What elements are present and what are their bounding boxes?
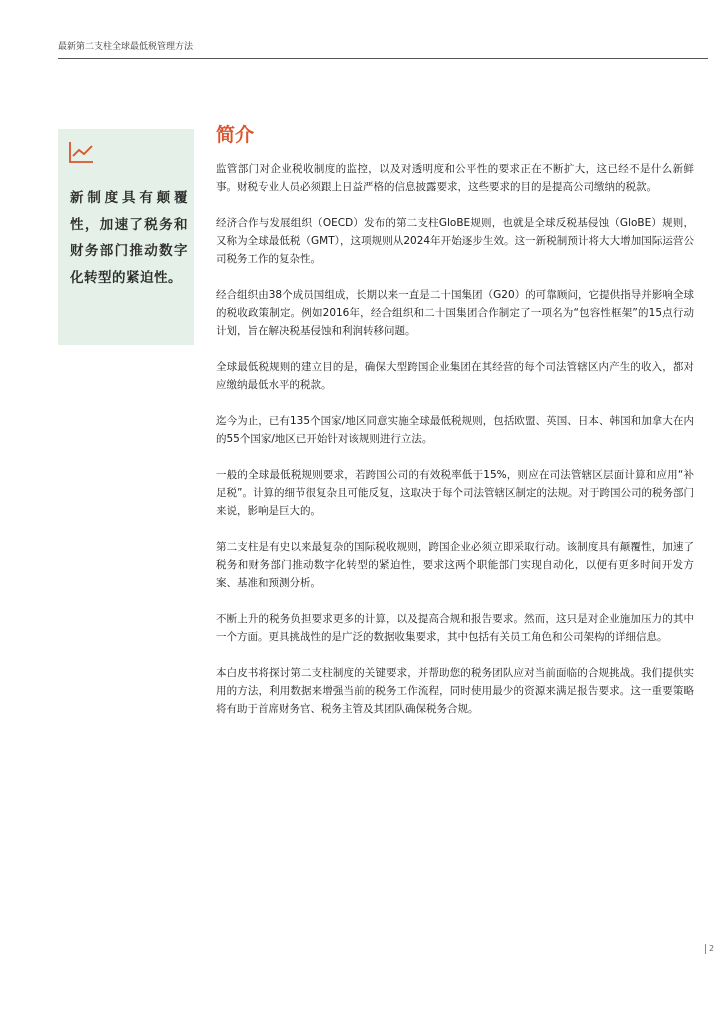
callout-text: 新制度具有颠覆性，加速了税务和财务部门推动数字化转型的紧迫性。 [70,190,188,286]
section-title: 简介 [216,124,255,146]
line-chart-icon [68,141,94,163]
paragraph: 本白皮书将探讨第二支柱制度的关键要求，并帮助您的税务团队应对当前面临的合规挑战。我们提供实用的方法，利用数据来增强当前的税务工作流程，同时使用最少的资源来满足报告要求。这一重要策略将有助于首席财务官、税务主管及其团队确保税务合规。 [216,667,694,715]
paragraph: 经济合作与发展组织（OECD）发布的第二支柱GloBE规则，也就是全球反税基侵蚀（GloBE）规则，又称为全球最低税（GMT），这项规则从2024年开始逐步生效。这一新税制预计将大大增加国际运营公司税务工作的复杂性。 [216,217,694,265]
paragraph: 不断上升的税务负担要求更多的计算，以及提高合规和报告要求。然而，这只是对企业施加压力的其中一个方面。更具挑战性的是广泛的数据收集要求，其中包括有关员工角色和公司架构的详细信息。 [216,613,694,643]
page-number: 2 [705,944,714,954]
main-content [216,122,694,736]
page-header [58,36,708,59]
document-title: 最新第二支柱全球最低税管理方法 [58,42,194,52]
paragraph: 迄今为止，已有135个国家/地区同意实施全球最低税规则，包括欧盟、英国、日本、韩国和加拿大在内的55个国家/地区已开始针对该规则进行立法。 [216,415,694,445]
paragraph: 一般的全球最低税规则要求，若跨国公司的有效税率低于15%，则应在司法管辖区层面计算和应用“补足税”。计算的细节很复杂且可能反复，这取决于每个司法管辖区制定的法规。对于跨国公司的税务部门来说，影响是巨大的。 [216,469,694,517]
callout-box [58,129,194,345]
paragraph: 监管部门对企业税收制度的监控，以及对透明度和公平性的要求正在不断扩大，这已经不是什么新鲜事。财税专业人员必须跟上日益严格的信息披露要求，这些要求的目的是提高公司缴纳的税款。 [216,163,694,193]
paragraph: 全球最低税规则的建立目的是，确保大型跨国企业集团在其经营的每个司法管辖区内产生的收入，都对应缴纳最低水平的税款。 [216,361,694,391]
paragraph: 第二支柱是有史以来最复杂的国际税收规则，跨国企业必须立即采取行动。该制度具有颠覆性，加速了税务和财务部门推动数字化转型的紧迫性，要求这两个职能部门实现自动化，以便有更多时间开发方案、基准和预测分析。 [216,541,694,589]
paragraph: 经合组织由38个成员国组成，长期以来一直是二十国集团（G20）的可靠顾问，它提供指导并影响全球的税收政策制定。例如2016年，经合组织和二十国集团合作制定了一项名为“包容性框架”的15点行动计划，旨在解决税基侵蚀和利润转移问题。 [216,289,694,337]
